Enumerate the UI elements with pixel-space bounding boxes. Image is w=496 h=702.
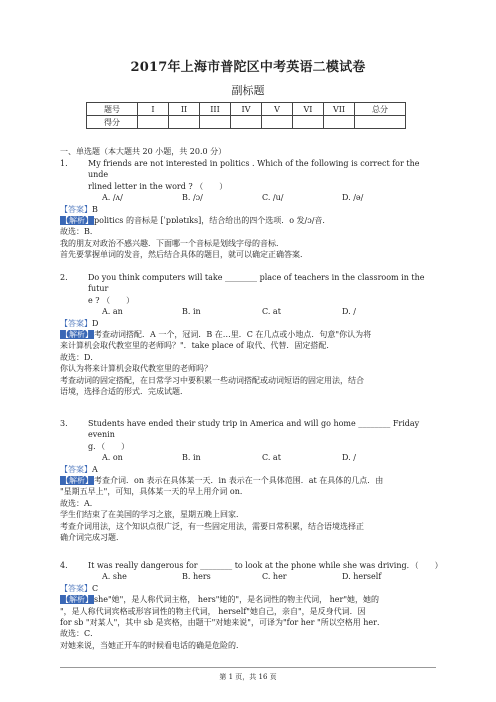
score-cell: [138, 116, 169, 129]
question-2: [60, 272, 440, 397]
analysis-line: [60, 475, 440, 486]
option-b: B. /ɔ/: [182, 193, 203, 203]
question-number: 2.: [60, 273, 68, 282]
option-a: A. /ʌ/: [102, 193, 123, 203]
question-stem: [60, 158, 440, 192]
analysis-text: for sb "对某人"，其中 sb 是宾格，由题干"对她来说"，可译为"for her "所以空格用 her．: [60, 618, 385, 628]
analysis-label: 【解析】: [61, 476, 93, 486]
analysis-text: 故选：C．: [60, 629, 99, 639]
option-b: B. hers: [182, 572, 211, 582]
analysis-text: 来计算机会取代教室里的老师吗？"．take place of 取代、代替．固定搭配．: [60, 341, 335, 351]
stem-line: rlined letter in the word ? （ ）: [88, 181, 228, 191]
option-d: D. /: [342, 307, 356, 317]
analysis-text: 考查介词．on 表示在具体某一天．in 表示在一个具体范围．at 在具体的几点．由: [94, 476, 384, 486]
score-cell: [293, 116, 324, 129]
answer-value: B: [92, 204, 98, 214]
score-header-cell: V: [262, 103, 293, 116]
analysis-text: 对她来说，当她正开车的时候看电话的确是危险的．: [60, 640, 244, 650]
option-c: C. /u/: [262, 193, 284, 203]
option-row: [60, 192, 440, 203]
analysis-line: [60, 594, 440, 605]
document-subtitle: 副标题: [231, 84, 265, 97]
score-cell: [200, 116, 231, 129]
answer-line: [60, 583, 440, 594]
question-stem: [60, 560, 443, 571]
score-table-header-row: [87, 103, 406, 116]
analysis-text: she"她"，是人称代词主格， hers"她的"，是名词性的物主代词， her"她，她的: [94, 595, 380, 605]
answer-label: 【答案】: [60, 204, 92, 214]
analysis-label: 【解析】: [61, 330, 93, 340]
stem-line: Do you think computers will take ________ place of teachers in the classroom in the futur: [88, 273, 425, 294]
page-footer: 第 1 页，共 16 页: [219, 673, 277, 681]
option-row: [60, 452, 440, 463]
score-header-cell: VII: [324, 103, 355, 116]
question-1: [60, 158, 440, 261]
answer-line: [60, 318, 440, 329]
analysis-text: 你认为将来计算机会取代教室里的老师吗？: [60, 364, 212, 374]
analysis-label: 【解析】: [61, 595, 93, 605]
score-header-cell: 题号: [87, 103, 138, 116]
analysis-text: "，是人称代词宾格或形容词性的物主代词， herself"她自己，亲自"，是反身代词．因: [60, 606, 366, 616]
score-table: [86, 102, 406, 129]
analysis-text: 确介词完成习题．: [60, 533, 124, 543]
score-cell: [324, 116, 355, 129]
score-cell: [169, 116, 200, 129]
analysis-text: politics 的音标是 [ˈpɒlətɪks]，结合给出的四个选项．o 发/ɔ/音．: [94, 216, 331, 226]
option-a: A. she: [102, 572, 127, 582]
score-header-cell: 总分: [355, 103, 406, 116]
analysis-text: 学生们结束了在美国的学习之旅，星期五晚上回家．: [60, 510, 244, 520]
answer-value: A: [92, 464, 98, 474]
score-header-cell: VI: [293, 103, 324, 116]
footer-divider: [60, 667, 436, 668]
stem-line: e ? （ ）: [88, 295, 135, 305]
analysis-line: [60, 329, 440, 340]
score-header-cell: I: [138, 103, 169, 116]
score-cell: [355, 116, 406, 129]
option-row: [60, 571, 440, 582]
analysis-text: 考查动词搭配．A 一个，冠词．B 在…里．C 在几点或小地点．句意"你认为将: [94, 330, 372, 340]
analysis-text: 语境，选择合适的形式．完成试题．: [60, 387, 188, 397]
score-cell: [231, 116, 262, 129]
question-3: [60, 418, 440, 543]
answer-value: C: [92, 583, 99, 593]
question-4: [60, 560, 443, 651]
question-number: 3.: [60, 419, 68, 428]
score-header-cell: IV: [231, 103, 262, 116]
analysis-text: 故选：D．: [60, 352, 99, 362]
option-d: D. /ə/: [342, 193, 364, 203]
answer-label: 【答案】: [60, 464, 92, 474]
question-stem: [60, 418, 440, 452]
option-c: C. her: [262, 572, 287, 582]
section-heading: 一、单选题（本大题共 20 小题，共 20.0 分）: [60, 147, 227, 156]
score-cell: [262, 116, 293, 129]
stem-line: It was really dangerous for ________ to look at the phone while she was driving．（ ）: [88, 561, 443, 570]
document-title: 2017年上海市普陀区中考英语二模试卷: [130, 60, 366, 75]
option-c: C. at: [262, 307, 281, 317]
analysis-text: "星期五早上"，可知，具体某一天的早上用介词 on．: [60, 487, 248, 497]
stem-line: My friends are not interested in politics . Which of the following is correct for the unde: [88, 159, 420, 180]
answer-line: [60, 204, 440, 215]
question-number: 1.: [60, 159, 68, 168]
stem-line: Students have ended their study trip in America and will go home ________ Friday evenin: [88, 419, 420, 440]
score-header-cell: II: [169, 103, 200, 116]
option-a: A. an: [102, 307, 123, 317]
analysis-text: 我的朋友对政治不感兴趣．下面哪一个音标是划线字母的音标．: [60, 238, 284, 248]
answer-line: [60, 464, 440, 475]
answer-label: 【答案】: [60, 583, 92, 593]
option-c: C. at: [262, 453, 281, 463]
answer-label: 【答案】: [60, 318, 92, 328]
analysis-text: 故选：A．: [60, 498, 98, 508]
analysis-text: 考查动词的固定搭配，在日常学习中要积累一些动词搭配或动词短语的固定用法，结合: [60, 375, 364, 385]
score-header-cell: III: [200, 103, 231, 116]
option-b: B. in: [182, 307, 201, 317]
option-row: [60, 306, 440, 317]
stem-line: g．（ ）: [88, 441, 130, 451]
option-a: A. on: [102, 453, 123, 463]
score-table-score-row: [87, 116, 406, 129]
analysis-text: 考查介词用法，这个知识点很广泛，有一些固定用法，需要日常积累，结合语境选择正: [60, 521, 364, 531]
option-d: D. herself: [342, 572, 382, 582]
option-b: B. in: [182, 453, 201, 463]
option-d: D. /: [342, 453, 356, 463]
analysis-text: 首先要掌握单词的发音，然后结合具体的题目，就可以确定正确答案．: [60, 250, 308, 260]
answer-value: D: [92, 318, 99, 328]
analysis-line: [60, 215, 440, 226]
question-stem: [60, 272, 440, 306]
score-row-label: 得分: [87, 116, 138, 129]
question-number: 4.: [60, 561, 68, 570]
analysis-text: 故选：B．: [60, 227, 98, 237]
analysis-label: 【解析】: [61, 216, 93, 226]
